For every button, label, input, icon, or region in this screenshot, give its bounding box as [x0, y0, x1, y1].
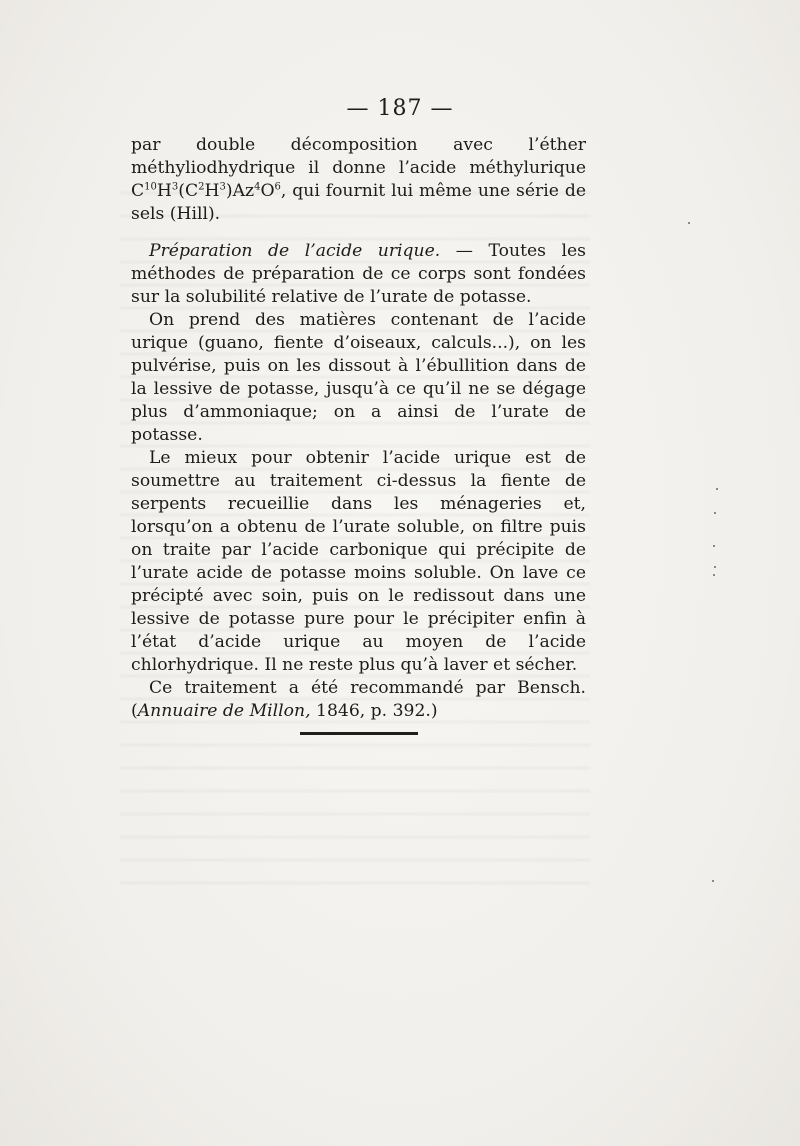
paper-speck	[716, 488, 718, 490]
section-heading-italic: Préparation de l’acide urique.	[149, 241, 441, 261]
formula-part: (C	[178, 181, 199, 201]
formula-sup: 2	[198, 181, 205, 193]
formula-sup: 4	[254, 181, 261, 193]
formula-part: H	[156, 181, 172, 201]
p1-text-end: , qui fournit lui même une série de sels (Hill).	[131, 181, 586, 224]
body-text	[131, 134, 586, 723]
citation-italic: Annuaire de Millon,	[137, 701, 311, 721]
paper-speck	[714, 512, 716, 514]
formula-sup: 6	[274, 181, 281, 193]
page-number-header: — 187 —	[346, 96, 454, 121]
section-end-rule	[300, 732, 418, 735]
paragraph-2	[131, 240, 586, 309]
paragraph-4: Le mieux pour obtenir l’acide urique est de soumettre au traitement ci-dessus la fiente de serpents recueillie dans les ménageries et, lorsqu’on a obtenu de l’urate soluble, on filtre puis on traite par l’acide carbonique qui précipite de l’urate acide de potasse moins soluble. On lave ce précipté avec soin, puis on le redissout dans une lessive de potasse pure pour le précipiter enfin à l’état d’acide urique au moyen de l’acide chlorhydrique. Il ne reste plus qu’à laver et sécher.	[131, 448, 586, 675]
p2-text: — Toutes les méthodes de préparation de ce corps sont fondées sur la solubilité relative de l’urate de potasse.	[131, 241, 586, 307]
paper-speck	[714, 566, 716, 568]
paragraph-5	[131, 677, 586, 723]
p5-text-start: Ce traitement a été recommandé par Bensch. (	[131, 678, 586, 721]
paper-speck	[713, 574, 715, 576]
formula-part: H	[204, 181, 220, 201]
paragraph-3: On prend des matières contenant de l’acide urique (guano, fiente d’oiseaux, calculs...), on les pulvérise, puis on les dissout à l’ébullition dans de la lessive de potasse, jusqu’à ce qu’il ne se dégage plus d’ammoniaque; on a ainsi de l’urate de potasse.	[131, 310, 586, 445]
formula-sup: 10	[144, 181, 157, 193]
paper-speck	[688, 222, 690, 224]
paper-speck	[713, 545, 715, 547]
p1-text-start: par double décomposition avec l’éther méthyliodhydrique il donne l’acide méthylurique C	[131, 135, 586, 201]
formula-part: )Az	[225, 181, 255, 201]
paper-speck	[712, 880, 714, 882]
formula-sup: 3	[219, 181, 226, 193]
formula-sup: 3	[171, 181, 179, 193]
paragraph-1	[131, 134, 586, 226]
formula-part: O	[260, 181, 275, 201]
p5-text-end: 1846, p. 392.)	[310, 701, 438, 721]
